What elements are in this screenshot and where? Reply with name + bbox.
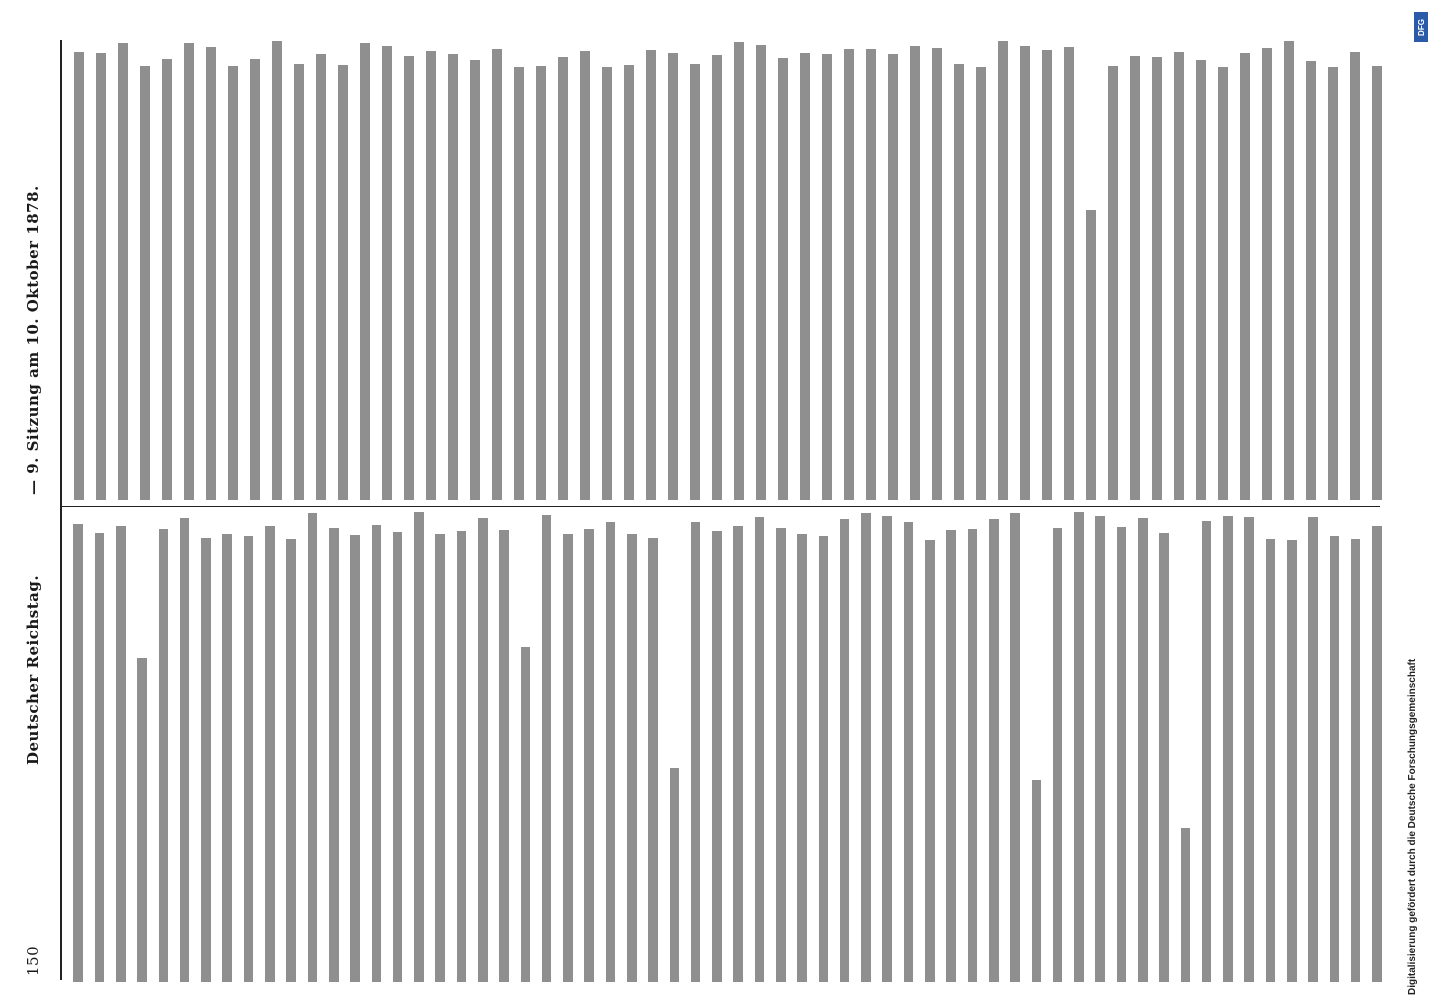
text-line	[1284, 41, 1294, 500]
text-line	[627, 534, 637, 982]
text-line	[563, 534, 573, 982]
text-line	[989, 519, 999, 982]
text-line	[521, 647, 531, 982]
text-line	[606, 522, 616, 982]
text-line	[733, 526, 743, 982]
text-line	[159, 529, 169, 982]
text-line	[492, 49, 502, 500]
text-line	[1042, 50, 1052, 500]
text-line	[244, 536, 254, 982]
text-column-upper	[66, 40, 1386, 500]
text-line	[206, 47, 216, 500]
text-line	[1202, 521, 1212, 982]
text-line	[118, 43, 128, 500]
text-line	[404, 56, 414, 500]
text-line	[1152, 57, 1162, 500]
text-line	[1108, 66, 1118, 500]
text-line	[1218, 67, 1228, 500]
text-line	[998, 41, 1008, 500]
text-line	[448, 54, 458, 500]
text-line	[1306, 61, 1316, 500]
text-line	[1308, 517, 1318, 982]
text-line	[1181, 828, 1191, 982]
text-line	[250, 59, 260, 500]
text-line	[184, 43, 194, 500]
text-line	[932, 48, 942, 500]
text-line	[584, 529, 594, 982]
text-line	[968, 529, 978, 982]
text-line	[329, 528, 339, 982]
text-line	[1010, 513, 1020, 982]
text-line	[670, 768, 680, 982]
text-line	[95, 533, 105, 982]
text-line	[691, 522, 701, 982]
text-line	[201, 538, 211, 982]
text-line	[580, 51, 590, 500]
text-line	[1262, 48, 1272, 500]
text-line	[96, 53, 106, 500]
text-line	[162, 59, 172, 500]
text-line	[1074, 512, 1084, 982]
text-line	[1020, 46, 1030, 500]
text-line	[360, 43, 370, 500]
text-line	[1287, 540, 1297, 982]
text-line	[180, 518, 190, 982]
text-line	[776, 528, 786, 982]
text-line	[382, 46, 392, 500]
text-line	[800, 53, 810, 500]
text-line	[1328, 67, 1338, 500]
column-divider	[60, 506, 1380, 507]
text-line	[624, 65, 634, 500]
text-line	[372, 525, 382, 982]
text-line	[1117, 527, 1127, 982]
text-line	[712, 531, 722, 982]
text-line	[137, 658, 147, 982]
digitization-watermark: Digitalisierung gefördert durch die Deutsche Forschungsgemeinschaft	[1407, 658, 1418, 995]
text-line	[338, 65, 348, 500]
text-line	[882, 516, 892, 982]
text-line	[976, 67, 986, 500]
text-line	[558, 57, 568, 500]
text-line	[648, 538, 658, 982]
text-line	[478, 518, 488, 982]
text-line	[222, 534, 232, 982]
text-line	[265, 526, 275, 982]
text-line	[536, 66, 546, 500]
text-line	[1095, 516, 1105, 982]
text-line	[1138, 518, 1148, 982]
text-line	[1159, 533, 1169, 982]
text-line	[1086, 210, 1096, 500]
text-line	[1350, 52, 1360, 500]
journal-title: Deutscher Reichstag.	[24, 574, 42, 765]
text-line	[414, 512, 424, 982]
text-line	[470, 60, 480, 500]
text-line	[954, 64, 964, 500]
text-line	[1130, 56, 1140, 500]
text-line	[435, 534, 445, 982]
text-line	[602, 67, 612, 500]
text-line	[140, 66, 150, 500]
text-line	[350, 535, 360, 982]
text-line	[925, 540, 935, 982]
text-line	[712, 55, 722, 500]
text-line	[393, 532, 403, 982]
text-line	[294, 64, 304, 500]
text-line	[1032, 780, 1042, 982]
text-line	[1174, 52, 1184, 500]
text-line	[426, 51, 436, 500]
text-line	[690, 64, 700, 500]
text-line	[499, 530, 509, 982]
text-line	[1064, 47, 1074, 500]
text-line	[316, 54, 326, 500]
running-header	[18, 40, 58, 980]
text-line	[1240, 53, 1250, 500]
text-line	[861, 513, 871, 982]
text-line	[73, 524, 83, 982]
text-line	[646, 50, 656, 500]
text-line	[1372, 526, 1382, 982]
text-line	[228, 66, 238, 500]
text-line	[797, 534, 807, 982]
text-line	[844, 49, 854, 500]
text-line	[1330, 536, 1340, 982]
text-line	[1244, 517, 1254, 982]
text-column-lower	[66, 512, 1386, 982]
text-line	[756, 45, 766, 500]
text-line	[819, 536, 829, 982]
text-line	[1053, 528, 1063, 982]
text-line	[514, 67, 524, 500]
session-title: — 9. Sitzung am 10. Oktober 1878.	[24, 185, 42, 495]
text-line	[778, 58, 788, 500]
text-line	[866, 49, 876, 500]
text-line	[116, 526, 126, 982]
text-line	[888, 54, 898, 500]
text-line	[457, 531, 467, 982]
text-line	[1266, 539, 1276, 982]
text-line	[946, 530, 956, 982]
text-line	[1196, 60, 1206, 500]
text-line	[840, 519, 850, 982]
text-line	[74, 52, 84, 500]
text-line	[542, 515, 552, 982]
dfg-logo: DFG	[1414, 12, 1428, 42]
text-line	[668, 53, 678, 500]
text-line	[910, 46, 920, 500]
text-line	[904, 522, 914, 982]
text-line	[1372, 66, 1382, 500]
text-line	[1351, 539, 1361, 982]
text-line	[308, 513, 318, 982]
text-line	[755, 517, 765, 982]
text-line	[822, 54, 832, 500]
text-line	[286, 539, 296, 982]
text-line	[1223, 516, 1233, 982]
text-line	[734, 42, 744, 500]
page-number: 150	[24, 945, 42, 976]
header-rule	[60, 40, 62, 980]
text-line	[272, 41, 282, 500]
